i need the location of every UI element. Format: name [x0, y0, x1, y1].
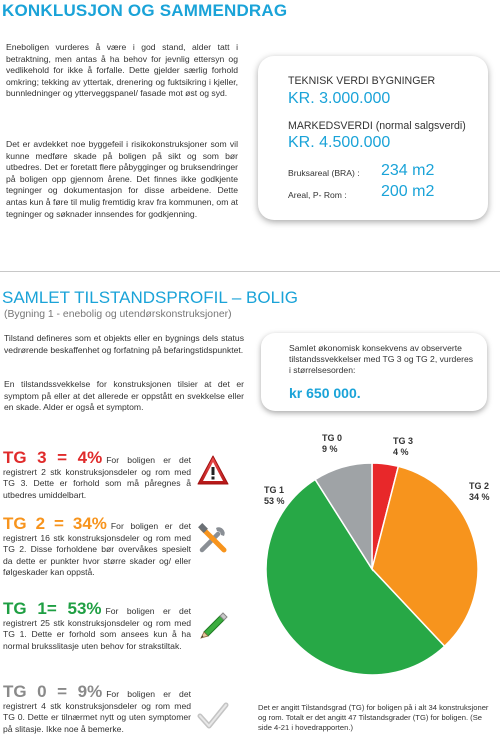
intro-paragraph-1: Eneboligen vurderes å være i god stand, alder tatt i betraktning, men antas å ha behov for jevnlig ettersyn og vedlikehold for ikke å forfalle. Dette gjelder særlig forhold omkring; tekking av yttertak, drenering og fuktsikring i kjeller, bunnledninger og ytterveggspanel/ fasade mot øst og syd.: [6, 42, 238, 99]
tilstand-paragraph-1: Tilstand defineres som et objekts eller en bygnings dels status vedrørende beskaffenhet og forfatning på befaringstidspunktet.: [4, 333, 244, 355]
pie-label-tg2: TG 2: [469, 481, 490, 491]
pie-value-tg1: 53 %: [264, 496, 285, 506]
tg0-heading: TG 0 = 9%: [3, 682, 103, 701]
pie-label-tg1: TG 1: [264, 485, 285, 495]
tilstand-pie-chart: [230, 420, 498, 676]
pie-value-tg2: 34 %: [469, 492, 490, 502]
markedsverdi-value: KR. 4.500.000: [288, 134, 391, 151]
consequence-text: Samlet økonomisk konsekvens av observerte tilstandssvekkelser med TG 3 og TG 2, vurderes i størrelsesorden:: [289, 343, 474, 376]
bruksareal-label: Bruksareal (BRA) :: [288, 168, 360, 178]
tg0-text: For boligen er det registrert 4 stk konstruksjonsdeler og rom med TG 0. Dette er tilnærmet nytt og uten symptomer på slitasje. Ikke noe å bemerke.: [3, 689, 191, 734]
teknisk-verdi-value: KR. 3.000.000: [288, 90, 391, 107]
section-divider: [0, 271, 500, 272]
teknisk-verdi-label: TEKNISK VERDI BYGNINGER: [288, 75, 436, 87]
tg1-text: For boligen er det registrert 25 stk konstruksjonsdeler og rom med TG 1. Dette er forhold som ansees kun å ha normal bruksslitasje uten behov for strakstiltak.: [3, 606, 191, 651]
checkmark-icon: [196, 699, 230, 733]
pie-label-tg0: TG 0: [322, 433, 343, 443]
pie-value-tg0: 9 %: [322, 444, 338, 454]
tools-icon: [196, 522, 230, 556]
tg2-text: For boligen er det registrert 16 stk konstruksjonsdeler og rom med TG 2. Disse forholdene bør overvåkes spesielt da dette er punkter hvor større skader og/ eller følgeskader kan oppstå.: [3, 521, 192, 578]
prom-value: 200 m2: [381, 183, 435, 200]
tilstand-paragraph-2: En tilstandssvekkelse for konstruksjonen tilsier at det er symptom på eller at det allerede er oppstått en svekkelse eller en skade. Alder er også et symptom.: [4, 379, 244, 413]
tg0-block: [3, 682, 191, 735]
intro-paragraph-2: Det er avdekket noe byggefeil i risikokonstruksjoner som vil kunne medføre skade på boligen på sikt og som bør utbedres. Det er foretatt flere påbygginger og bruksendringer på boligen opp gjennom årene. Det finnes ikke godkjente tegninger og dokumentasjon for disse arbeidene. Dette antas kun å føre til mulig fremtidig krav fra kommunen, om at tegninger og søknader innsendes for godkjenning.: [6, 139, 238, 219]
pencil-icon: [196, 606, 230, 640]
consequence-value: kr 650 000.: [289, 385, 361, 401]
prom-label: Areal, P- Rom :: [288, 190, 347, 200]
tg3-block: [3, 448, 191, 501]
tg3-heading: TG 3 = 4%: [3, 448, 103, 467]
value-summary-box: [258, 56, 488, 220]
consequence-box: [261, 333, 487, 411]
tg1-heading: TG 1= 53%: [3, 599, 102, 618]
tg1-block: [3, 599, 191, 652]
pie-value-tg3: 4 %: [393, 447, 409, 457]
tg3-text: For boligen er det registrert 2 stk konstruksjonsdeler og rom med TG 3. Dette er forhold som må påregnes å utbedres umiddelbart.: [3, 455, 191, 500]
markedsverdi-label: MARKEDSVERDI (normal salgsverdi): [288, 120, 466, 132]
section-title-konklusjon: KONKLUSJON OG SAMMENDRAG: [2, 1, 288, 20]
pie-label-tg3: TG 3: [393, 436, 414, 446]
bruksareal-value: 234 m2: [381, 162, 435, 179]
section-title-tilstandsprofil: SAMLET TILSTANDSPROFIL – BOLIG: [2, 288, 299, 307]
tg2-block: [3, 514, 192, 579]
section-subtitle: (Bygning 1 - enebolig og utendørskonstruksjoner): [4, 309, 232, 320]
warning-triangle-icon: [196, 454, 230, 488]
pie-chart-note: Det er angitt Tilstandsgrad (TG) for boligen på i alt 34 konstruksjoner og rom. Totalt er det angitt 47 Tilstandsgrader (TG) for boligen. (Se side 4-21 i hovedrapporten.): [258, 703, 489, 732]
tg2-heading: TG 2 = 34%: [3, 514, 107, 533]
